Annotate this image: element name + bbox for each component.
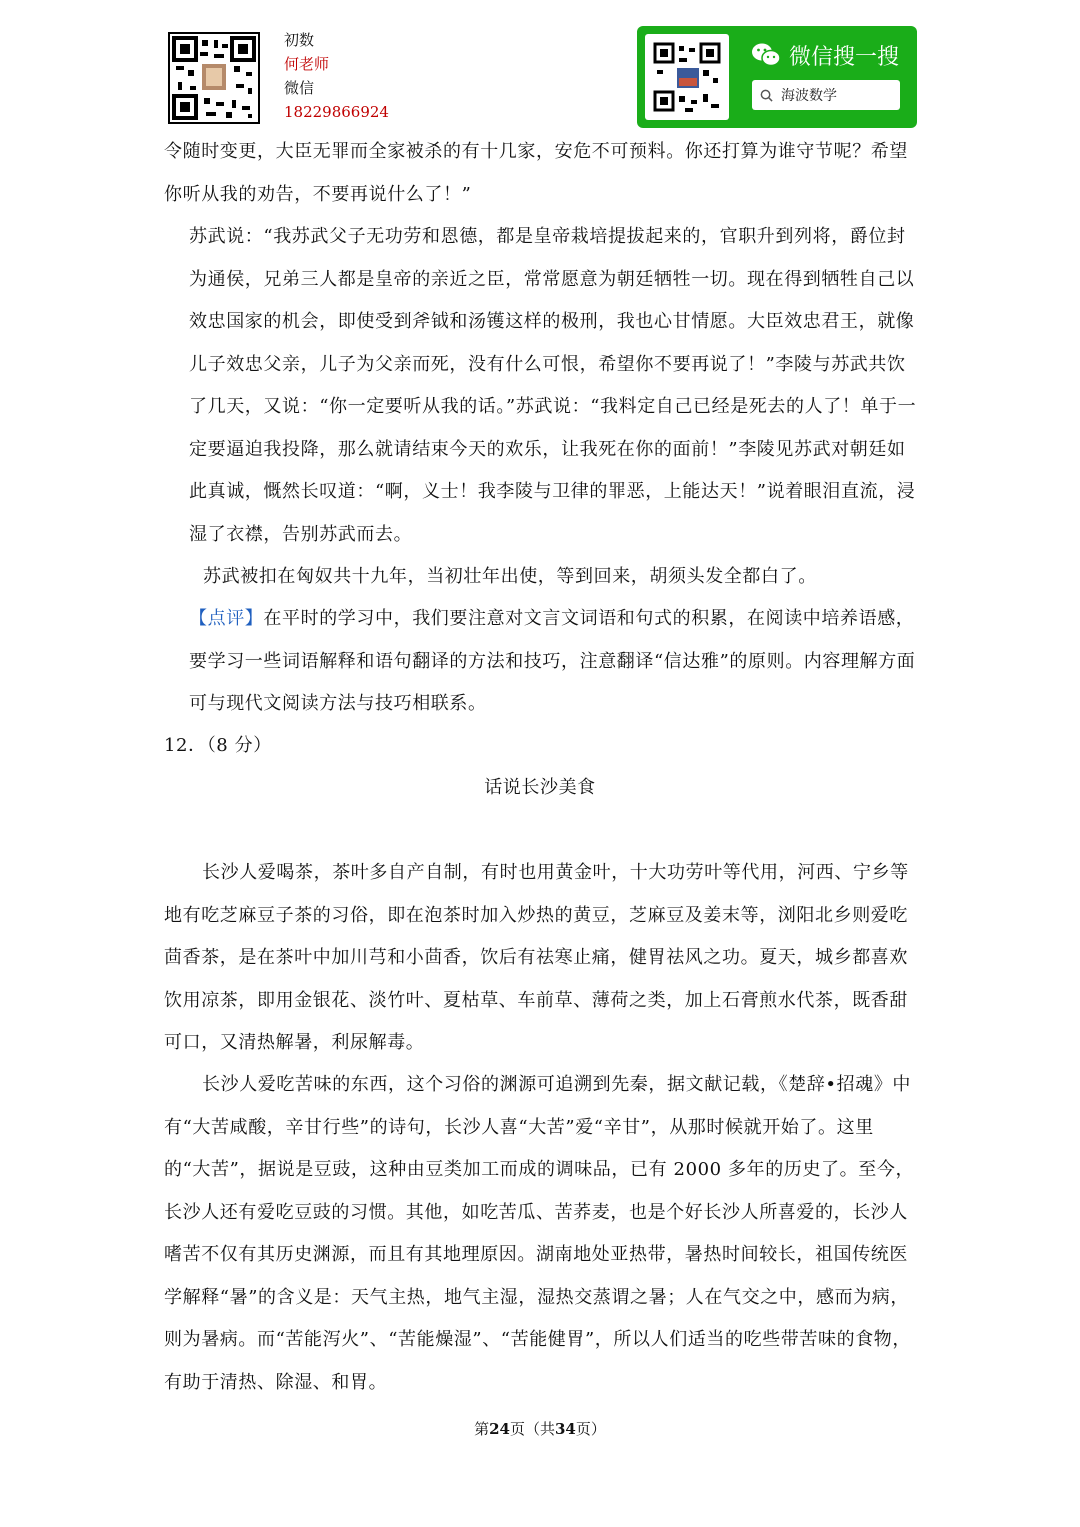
contact-line-teacher: 何老师 — [284, 55, 330, 73]
footer-middle: 页（共 — [509, 1420, 555, 1438]
review-text: 在平时的学习中，我们要注意对文言文词语和句式的积累，在阅读中培养语感，要学习一些词语解释和语句翻译的方法和技巧，注意翻译“信达雅”的原则。内容理解方面可与现代文阅读方法与技巧相联系。 — [189, 608, 916, 714]
paragraph-su-wu-return: 苏武被扣在匈奴共十九年，当初壮年出使，等到回来，胡须头发全都白了。 — [203, 566, 817, 587]
review-paragraph — [189, 598, 920, 726]
article-title: 话说长沙美食 — [484, 777, 596, 798]
contact-line-wechat: 微信 — [284, 79, 315, 97]
contact-line-phone: 18229866924 — [284, 103, 389, 121]
review-tag: 【点评】 — [189, 608, 264, 629]
wechat-qr-code — [645, 34, 729, 120]
contact-info — [284, 28, 389, 124]
wechat-search-box[interactable] — [752, 80, 900, 110]
wechat-search-text: 海波数学 — [781, 88, 837, 104]
paragraph-su-wu-reply: 苏武说：“我苏武父子无功劳和恩德，都是皇帝栽培提拔起来的，官职升到列将，爵位封为通侯，兄弟三人都是皇帝的亲近之臣，常常愿意为朝廷牺牲一切。现在得到牺牲自己以效忠国家的机会，即使受到斧钺和汤镬这样的极刑，我也心甘情愿。大臣效忠君王，就像儿子效忠父亲，儿子为父亲而死，没有什么可恨，希望你不要再说了！”李陵与苏武共饮了几天，又说：“你一定要听从我的话。”苏武说：“我料定自己已经是死去的人了！单于一定要逼迫我投降，那么就请结束今天的欢乐，让我死在你的面前！”李陵见苏武对朝廷如此真诚，慨然长叹道：“啊，义士！我李陵与卫律的罪恶，上能达天！”说着眼泪直流，浸湿了衣襟，告别苏武而去。 — [189, 226, 917, 545]
search-icon — [760, 89, 773, 102]
question-number: 12．（8 分） — [164, 735, 272, 756]
article-paragraph-bitter: 长沙人爱吃苦味的东西，这个习俗的渊源可追溯到先秦，据文献记载，《楚辞•招魂》中有“大苦咸酸，辛甘行些”的诗句，长沙人喜“大苦”爱“辛甘”，从那时候就开始了。这里的“大苦”，据说是豆豉，这种由豆类加工而成的调味品，已有 2000 多年的历史了。至今，长沙人还有爱吃豆豉的习惯。其他，如吃苦瓜、苦荞麦，也是个好长沙人所喜爱的，长沙人嗜苦不仅有其历史渊源，而且有其地理原因。湖南地处亚热带，暑热时间较长，祖国传统医学解释“暑”的含义是：天气主热，地气主湿，湿热交蒸谓之暑；人在气交之中，感而为病，则为暑病。而“苦能泻火”、“苦能燥湿”、“苦能健胃”，所以人们适当的吃些带苦味的食物，有助于清热、除湿、和胃。 — [164, 1074, 915, 1393]
article-paragraph-tea: 长沙人爱喝茶，茶叶多自产自制，有时也用黄金叶，十大功劳叶等代用，河西、宁乡等地有吃芝麻豆子茶的习俗，即在泡茶时加入炒热的黄豆，芝麻豆及姜末等，浏阳北乡则爱吃茴香茶，是在茶叶中加川芎和小茴香，饮后有祛寒止痛，健胃祛风之功。夏天，城乡都喜欢饮用凉茶，即用金银花、淡竹叶、夏枯草、车前草、薄荷之类，加上石膏煎水代茶，既香甜可口，又清热解暑，利尿解毒。 — [164, 862, 909, 1053]
page-footer — [0, 1418, 1080, 1439]
wechat-logo-icon — [751, 42, 781, 68]
qr-code — [168, 32, 260, 124]
paragraph-continued: 令随时变更，大臣无罪而全家被杀的有十几家，安危不可预料。你还打算为谁守节呢？希望你听从我的劝告，不要再说什么了！” — [164, 141, 908, 205]
footer-page-number: 24 — [489, 1420, 510, 1438]
footer-total-pages: 34 — [555, 1420, 576, 1438]
footer-suffix: 页） — [575, 1420, 606, 1438]
footer-prefix: 第 — [474, 1420, 490, 1438]
contact-line-subject: 初数 — [284, 31, 315, 49]
wechat-search-card[interactable] — [637, 26, 917, 128]
wechat-search-title: 微信搜一搜 — [789, 45, 900, 70]
